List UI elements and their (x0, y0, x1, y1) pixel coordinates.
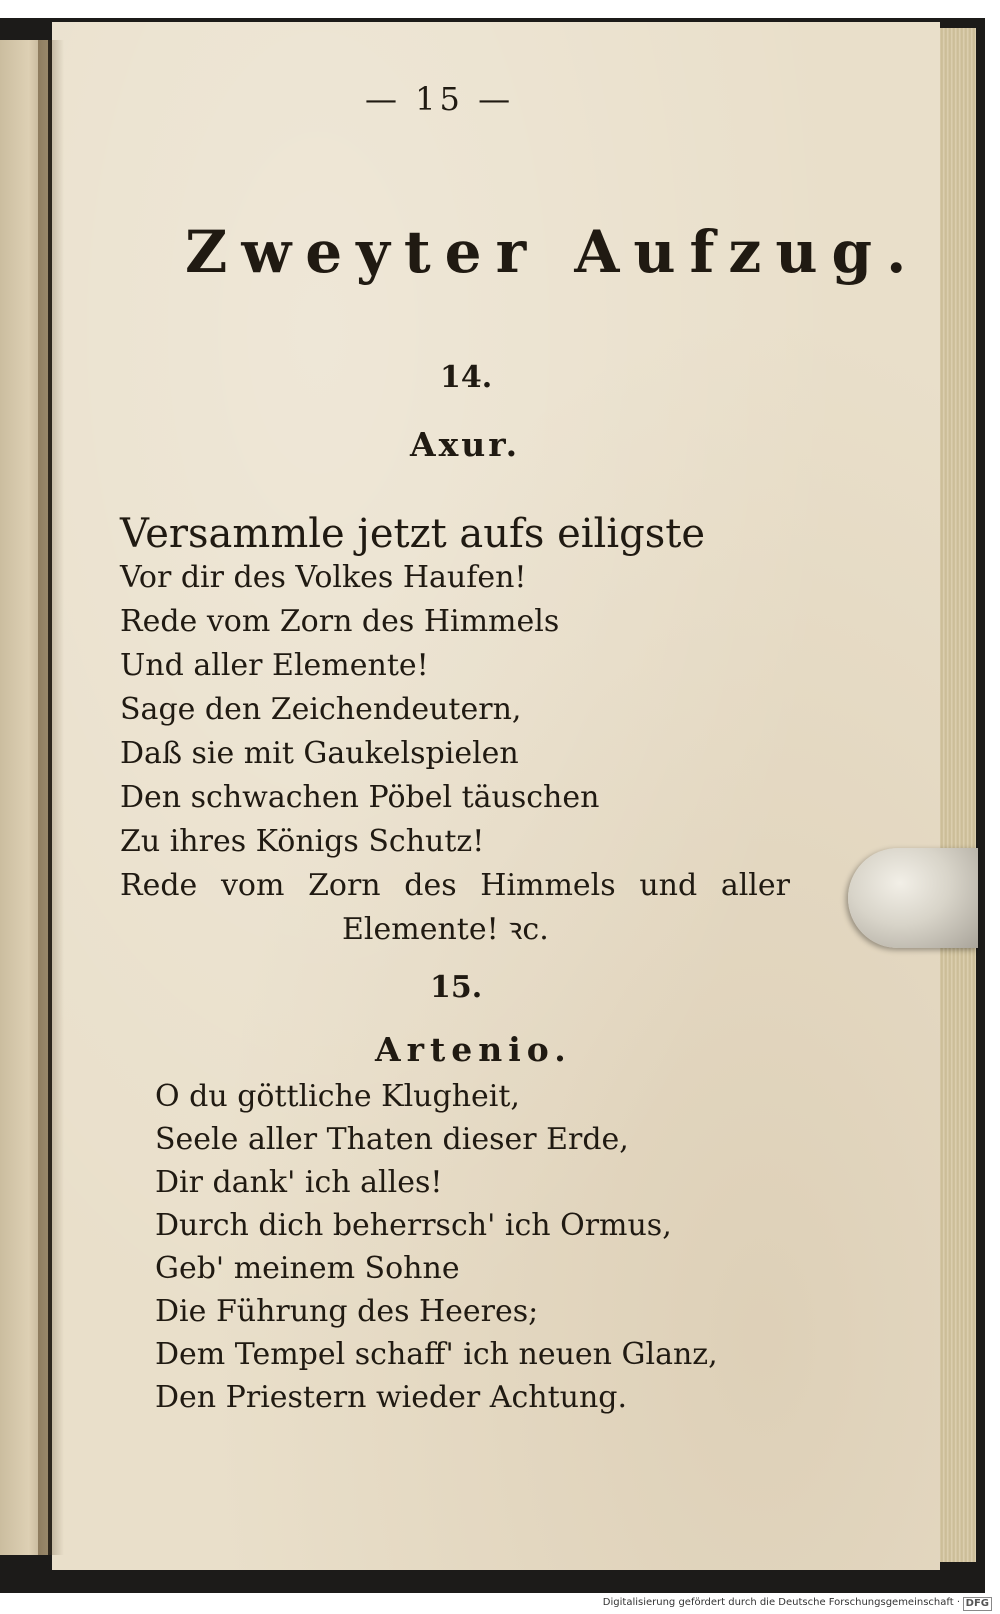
verse-line: Und aller Elemente! (120, 648, 429, 683)
verse-line: Dir dank' ich alles! (155, 1165, 443, 1200)
verse-word: aller (720, 868, 790, 903)
verse-line: Elemente! ꝛc. (342, 912, 549, 947)
verse-line: Vor dir des Volkes Haufen! (120, 560, 527, 595)
dfg-logo: DFG (963, 1597, 992, 1611)
verse-word: Zorn (308, 868, 381, 903)
verse-word: Himmels (480, 868, 616, 903)
gutter-shadow (38, 40, 64, 1555)
page-number: — 15 — (365, 80, 515, 118)
verse-line: Die Führung des Heeres; (155, 1294, 539, 1329)
act-title: Zweyter Aufzug. (185, 218, 921, 286)
verse-line: Zu ihres Königs Schutz! (120, 824, 485, 859)
verse-line: Sage den Zeichendeutern, (120, 692, 522, 727)
thumb-holding-page (848, 848, 978, 948)
verse-line: O du göttliche Klugheit, (155, 1079, 520, 1114)
verse-line: Den Priestern wieder Achtung. (155, 1380, 628, 1415)
verse-line-justified (120, 864, 790, 908)
verse-line: Rede vom Zorn des Himmels (120, 604, 560, 639)
verse-word: vom (220, 868, 285, 903)
verse-line: Den schwachen Pöbel täuschen (120, 780, 600, 815)
verse-block (155, 1075, 805, 1419)
verse-word: und (639, 868, 698, 903)
verse-word: Rede (120, 868, 198, 903)
verse-line: Geb' meinem Sohne (155, 1251, 460, 1286)
verse-line: Dem Tempel schaff' ich neuen Glanz, (155, 1337, 718, 1372)
verse-block (120, 512, 800, 952)
verse-line: Seele aller Thaten dieser Erde, (155, 1122, 629, 1157)
scene-number: 15. (430, 970, 483, 1005)
verse-line: Durch dich beherrsch' ich Ormus, (155, 1208, 672, 1243)
speaker-name: Axur. (410, 425, 521, 464)
verse-line: Daß sie mit Gaukelspielen (120, 736, 519, 771)
page-edges (940, 28, 976, 1562)
verse-line: Versammle jetzt aufs eiligste (120, 511, 706, 557)
scene-number: 14. (440, 360, 493, 395)
verse-word: des (404, 868, 457, 903)
speaker-name: Artenio. (375, 1030, 572, 1069)
funding-credit: Digitalisierung gefördert durch die Deutsche Forschungsgemeinschaft · (602, 1597, 960, 1608)
